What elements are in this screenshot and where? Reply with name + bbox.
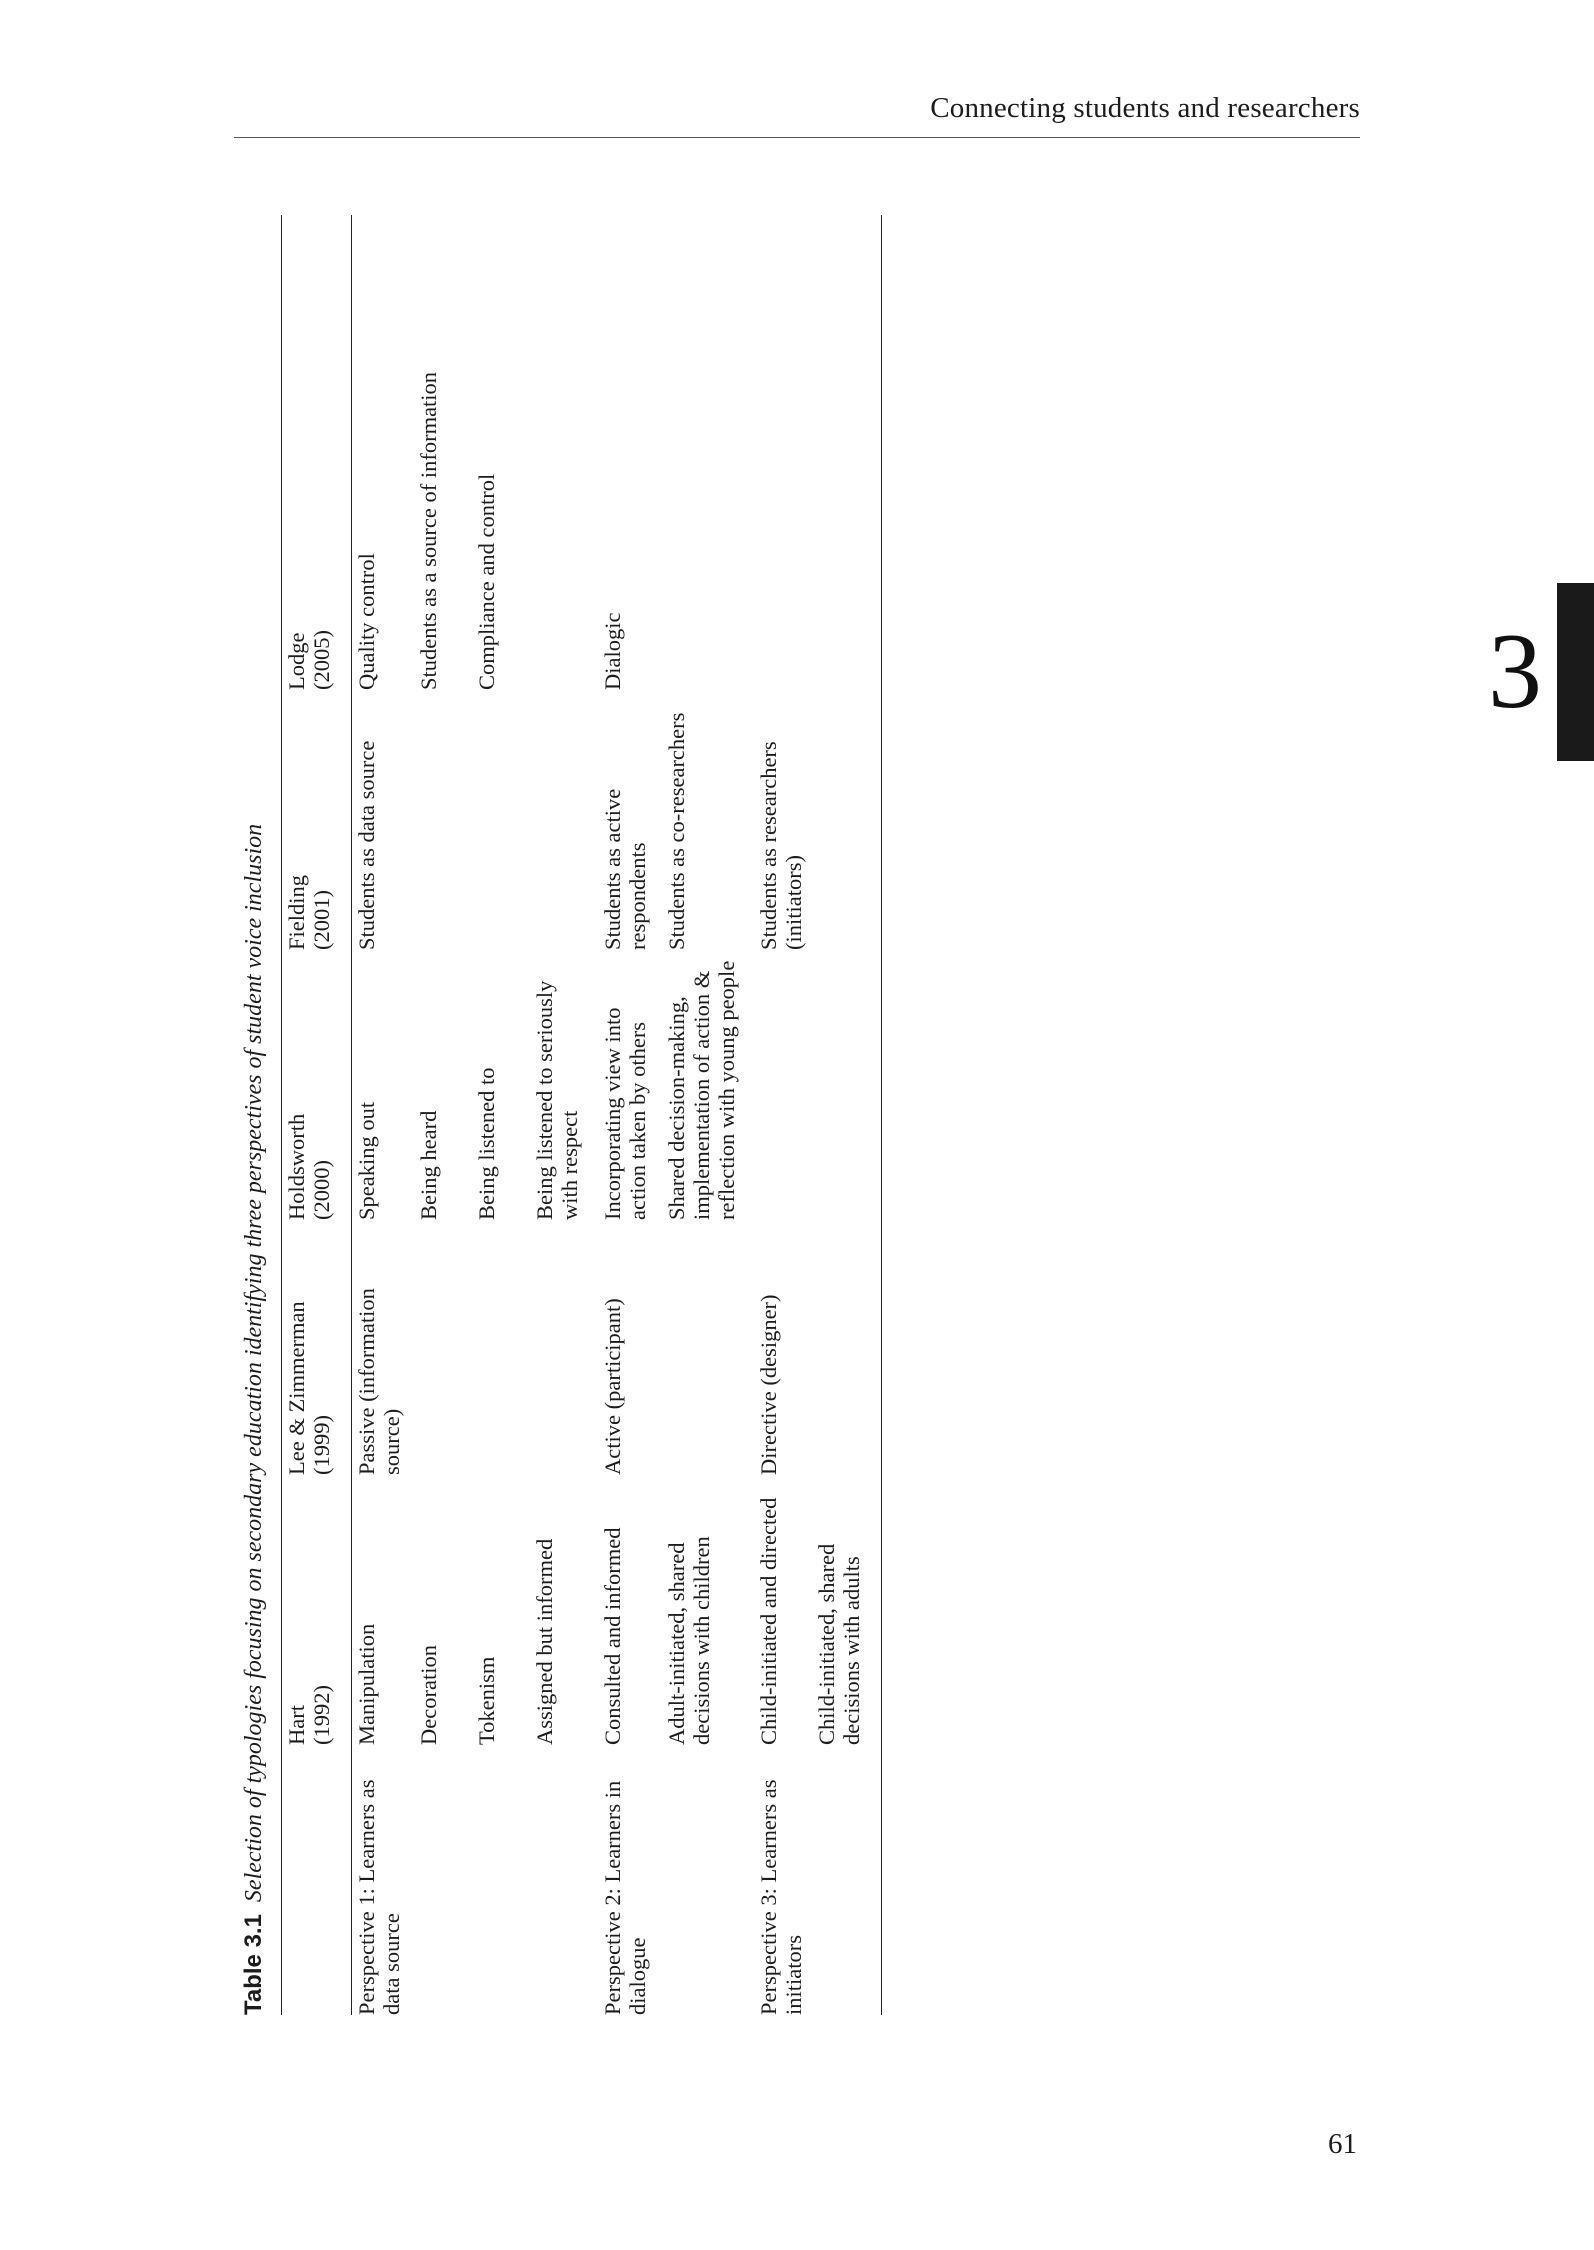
cell-perspective xyxy=(529,1745,597,2015)
cell-perspective xyxy=(661,1745,753,2015)
table-row xyxy=(529,215,597,2015)
cell-lodge: Students as a source of information xyxy=(416,371,441,690)
header-rule xyxy=(234,137,1360,138)
cell-holdsworth: Being listened to xyxy=(474,1067,499,1220)
cell-lee: Directive (designer) xyxy=(756,1294,781,1475)
table-caption-label: Table 3.1 xyxy=(240,1914,267,2015)
page-number: 61 xyxy=(1328,2128,1357,2160)
cell-perspective xyxy=(811,1745,867,2015)
table-row xyxy=(753,215,811,2015)
cell-hart: Manipulation xyxy=(354,1623,379,1745)
cell-perspective: Perspective 1: Learners as data source xyxy=(354,1779,404,2015)
cell-hart: Assigned but informed xyxy=(532,1538,557,1745)
cell-lee: Passive (information source) xyxy=(354,1288,404,1475)
cell-fielding xyxy=(413,690,471,950)
cell-lee: Active (participant) xyxy=(600,1298,625,1475)
cell-fielding: Students as active respondents xyxy=(600,788,650,950)
cell-fielding: Students as co-researchers xyxy=(664,712,689,950)
table-row xyxy=(661,215,753,2015)
cell-lodge xyxy=(661,215,753,690)
cell-fielding: Students as data source xyxy=(354,740,379,950)
cell-fielding xyxy=(529,690,597,950)
cell-lodge xyxy=(753,215,811,690)
cell-fielding xyxy=(471,690,529,950)
cell-perspective: Perspective 2: Learners in dialogue xyxy=(600,1780,650,2015)
cell-hart: Tokenism xyxy=(474,1656,499,1745)
cell-holdsworth xyxy=(753,950,811,1220)
cell-holdsworth: Being heard xyxy=(416,1110,441,1220)
cell-hart: Adult-initiated, shared decisions with children xyxy=(664,1536,714,1745)
table-bottom-rule xyxy=(881,215,882,2015)
cell-lodge: Compliance and control xyxy=(474,473,499,690)
table-caption xyxy=(234,824,274,2015)
table-row xyxy=(597,215,661,2015)
cell-perspective xyxy=(471,1745,529,2015)
typology-table xyxy=(284,215,867,2015)
chapter-tab xyxy=(1557,583,1594,761)
cell-hart: Child-initiated and directed xyxy=(756,1497,781,1745)
cell-holdsworth: Being listened to seriously with respect xyxy=(532,980,582,1220)
table-row xyxy=(471,215,529,2015)
cell-holdsworth xyxy=(811,950,867,1220)
cell-holdsworth: Speaking out xyxy=(354,1101,379,1220)
cell-hart: Consulted and informed xyxy=(600,1527,625,1745)
cell-lee xyxy=(413,1220,471,1475)
table-row xyxy=(351,215,413,2015)
cell-fielding: Students as researchers (initiators) xyxy=(756,741,806,950)
cell-lee xyxy=(811,1220,867,1475)
header-hart: Hart (1992) xyxy=(284,1685,334,1745)
table-row xyxy=(811,215,867,2015)
header-perspective xyxy=(284,1745,351,2015)
cell-holdsworth: Incorporating view into action taken by others xyxy=(600,1007,650,1220)
table-row xyxy=(413,215,471,2015)
table-caption-text: Selection of typologies focusing on secondary education identifying three perspectives of student voice inclusion xyxy=(241,823,267,1903)
cell-perspective: Perspective 3: Learners as initiators xyxy=(756,1779,806,2015)
table-header-row xyxy=(284,215,351,2015)
cell-lodge: Dialogic xyxy=(600,612,625,690)
cell-lee xyxy=(529,1220,597,1475)
cell-lee xyxy=(661,1220,753,1475)
cell-lodge xyxy=(529,215,597,690)
cell-lee xyxy=(471,1220,529,1475)
chapter-number: 3 xyxy=(1488,612,1542,731)
running-head: Connecting students and researchers xyxy=(930,92,1360,124)
cell-perspective xyxy=(413,1745,471,2015)
rotated-table xyxy=(234,215,884,2015)
header-holdsworth: Holdsworth (2000) xyxy=(284,1113,334,1220)
cell-holdsworth: Shared decision-making, implementation of action & reflection with young people xyxy=(664,960,739,1220)
table-top-rule xyxy=(281,215,282,2015)
header-fielding: Fielding (2001) xyxy=(284,874,334,950)
cell-lodge: Quality control xyxy=(354,553,379,690)
cell-lodge xyxy=(811,215,867,690)
cell-hart: Child-initiated, shared decisions with adults xyxy=(814,1543,864,1745)
header-lee-zimmerman: Lee & Zimmerman (1999) xyxy=(284,1301,334,1475)
header-lodge: Lodge (2005) xyxy=(284,630,334,690)
cell-fielding xyxy=(811,690,867,950)
cell-hart: Decoration xyxy=(416,1645,441,1745)
